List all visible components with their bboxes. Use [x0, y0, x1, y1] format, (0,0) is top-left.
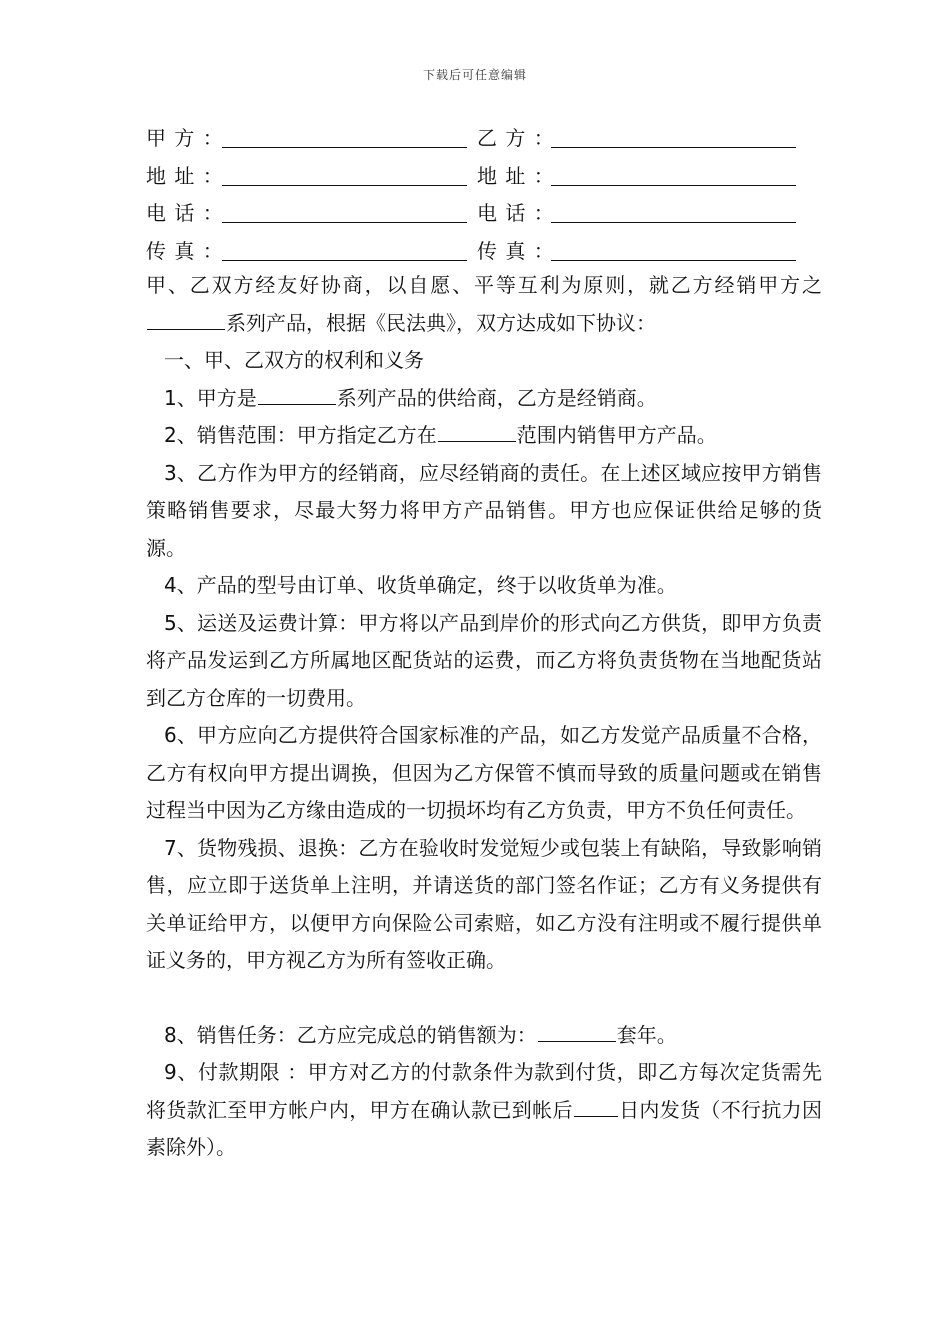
clause-8-text-a: 8、销售任务：乙方应完成总的销售额为： — [164, 1022, 537, 1047]
clause-9 — [146, 1054, 822, 1167]
clause-4: 4、产品的型号由订单、收货单确定，终于以收货单为准。 — [164, 573, 677, 597]
clause-8-text-b: 套年。 — [616, 1022, 677, 1047]
party-a-address-label: 地 址 ： — [146, 163, 224, 188]
party-a-phone-label: 电 话 ： — [146, 201, 224, 226]
section-1-title: 一、甲、乙双方的权利和义务 — [164, 348, 424, 372]
clause-2-blank[interactable] — [438, 421, 516, 442]
party-a-phone-field[interactable] — [222, 200, 467, 223]
clause-2-text-b: 范围内销售甲方产品。 — [516, 423, 717, 447]
clause-7: 7、货物残损、退换：乙方在验收时发觉短少或包装上有缺陷，导致影响销售，应立即于送货单上注明，并请送货的部门签名作证；乙方有义务提供有关单证给甲方，以便甲方向保险公司索赔，如乙方没有注明或不履行提供单证义务的，甲方视乙方为所有签收正确。 — [146, 835, 822, 972]
clause-1-text-a: 1、甲方是 — [164, 385, 257, 410]
intro-paragraph — [146, 267, 822, 342]
party-a-name-label: 甲 方 ： — [146, 126, 224, 151]
product-series-blank[interactable] — [147, 309, 225, 330]
clause-5: 5、运送及运费计算：甲方将以产品到岸价的形式向乙方供货，即甲方负责将产品发运到乙方所属地区配货站的运费，而乙方将负责货物在当地配货站到乙方仓库的一切费用。 — [146, 610, 822, 710]
party-row-address — [146, 156, 806, 194]
party-a-fax-label: 传 真 ： — [146, 238, 224, 263]
clause-3: 3、乙方作为甲方的经销商，应尽经销商的责任。在上述区域应按甲方销售策略销售要求，尽最大努力将甲方产品销售。甲方也应保证供给足够的货源。 — [146, 460, 822, 560]
party-b-fax-label: 传 真 ： — [477, 238, 555, 263]
party-b-address-field[interactable] — [551, 163, 796, 186]
party-b-fax-field[interactable] — [551, 238, 796, 261]
intro-text-a: 甲、乙双方经友好协商，以自愿、平等互利为原则，就乙方经销甲方之 — [146, 273, 822, 297]
clause-6: 6、甲方应向乙方提供符合国家标准的产品，如乙方发觉产品质量不合格，乙方有权向甲方提出调换，但因为乙方保管不慎而导致的质量问题或在销售过程当中因为乙方缘由造成的一切损坏均有乙方负责，甲方不负任何责任。 — [146, 723, 822, 822]
party-b-phone-field[interactable] — [551, 200, 796, 223]
intro-text-b: 系列产品，根据《民法典》，双方达成如下协议： — [226, 310, 656, 335]
party-a-address-field[interactable] — [222, 163, 467, 186]
header-note: 下载后可任意编辑 — [422, 68, 527, 82]
clause-9-text-a: 9、付款期限 ：甲方对乙方的付款条件为款到付货，即乙方每次定货需先将货款汇至甲方帐户内，甲方在确认款已到帐后 — [146, 1060, 822, 1122]
clause-2 — [146, 417, 822, 455]
party-b-name-field[interactable] — [551, 125, 796, 148]
party-b-phone-label: 电 话 ： — [477, 201, 555, 226]
clause-1 — [146, 380, 822, 418]
clause-8 — [146, 1017, 822, 1055]
party-row-fax — [146, 231, 806, 269]
party-info-block — [146, 118, 806, 268]
clause-1-blank[interactable] — [258, 384, 336, 405]
contract-body — [146, 267, 822, 1167]
party-a-fax-field[interactable] — [222, 238, 467, 261]
clause-8-blank[interactable] — [538, 1021, 616, 1042]
clause-9-blank[interactable] — [574, 1096, 618, 1117]
party-b-name-label: 乙 方 ： — [477, 126, 555, 151]
party-b-address-label: 地 址 ： — [477, 163, 555, 188]
party-row-phone — [146, 193, 806, 231]
clause-2-text-a: 2、销售范围：甲方指定乙方在 — [164, 423, 437, 447]
party-row-name — [146, 118, 806, 156]
party-a-name-field[interactable] — [222, 125, 467, 148]
clause-9-text-b: 日内发货（不行抗力因素除外）。 — [146, 1097, 823, 1159]
clause-1-text-b: 系列产品的供给商，乙方是经销商。 — [336, 385, 657, 410]
